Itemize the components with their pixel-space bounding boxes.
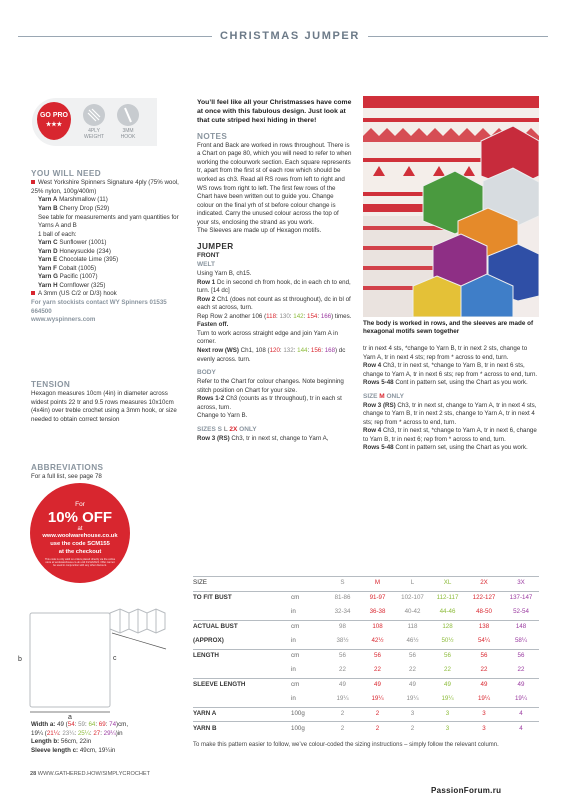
tension-heading: TENSION: [31, 380, 71, 389]
stars: ★★★: [45, 121, 63, 128]
table-cell: 49: [360, 678, 395, 693]
table-header-cell: 3X: [503, 577, 539, 592]
row-label: ACTUAL BUST: [193, 620, 291, 635]
table-header-cell: [291, 577, 325, 592]
table-cell: 19¼: [371, 695, 384, 703]
tension-section: [31, 379, 181, 425]
table-cell: 138: [465, 620, 503, 635]
welt-repeat: Rep Row 2 another 106 (118: 130: 142: 154: 166) times.: [197, 312, 352, 320]
row-label: [193, 693, 291, 708]
label-b: b: [18, 656, 22, 663]
watermark: PassionForum.ru: [431, 786, 502, 795]
notes-sleeves: The Sleeves are made up of Hexagon motifs.: [197, 227, 322, 235]
row-unit: in: [291, 666, 296, 674]
schematic-body: [30, 613, 110, 707]
table-cell: 19¼: [406, 695, 419, 703]
stockists: For yarn stockists contact WY Spinners 01535 664500: [31, 298, 167, 315]
abbreviations-heading: ABBREVIATIONS: [31, 463, 104, 472]
table-cell: 2: [360, 707, 395, 722]
footer-url[interactable]: WWW.GATHERED.HOW/SIMPLYCROCHET: [37, 771, 151, 777]
page-title: CHRISTMAS JUMPER: [212, 29, 368, 43]
table-header-cell: XL: [430, 577, 465, 592]
table-header-row: [193, 577, 539, 592]
width-a: Width a: 49 (54: 59: 64: 69: 74)cm,: [31, 721, 129, 728]
table-cell: 56: [503, 649, 539, 664]
label-a: a: [68, 714, 72, 721]
body-rows-1-2: Rows 1-2 Ch3 (counts as tr throughout), tr in each st across, turn.: [197, 395, 342, 411]
body-change: Change to Yarn B.: [197, 412, 248, 420]
page-footer: [30, 771, 150, 779]
turn-to-work: Turn to work across straight edge and join Yarn A in corner.: [197, 329, 338, 346]
table-cell: 102-107: [395, 591, 430, 606]
jumper-heading: JUMPER: [197, 241, 234, 251]
ad-percent: 10% OFF: [47, 508, 113, 526]
body-heading: BODY: [197, 369, 216, 377]
table-cell: 3: [430, 722, 465, 737]
notes-heading: NOTES: [197, 131, 228, 141]
ad-code-2: at the checkout: [58, 549, 102, 556]
row-label: YARN A: [193, 707, 291, 722]
table-cell: 122-127: [465, 591, 503, 606]
table-cell: 48-50: [476, 608, 492, 616]
yarn-intro: West Yorkshire Spinners Signature 4ply (75% wool, 25% nylon, 100g/400m): [31, 179, 179, 195]
table-cell: 36-38: [369, 608, 386, 616]
table-cell: 98: [325, 620, 360, 635]
table-body: [193, 591, 539, 736]
table-cell: 128: [430, 620, 465, 635]
photo-caption: The body is worked in rows, and the sleeves are made of hexagonal motifs sewn together: [363, 320, 534, 336]
yarn-c: Yarn C Sunflower (1001): [38, 239, 107, 247]
discount-ad[interactable]: [30, 483, 130, 583]
yarn-weight-label: 4PLY WEIGHT: [84, 128, 104, 140]
label-c: c: [113, 655, 117, 662]
stockists-web[interactable]: www.wyspinners.com: [31, 316, 96, 324]
table-cell: 56: [325, 649, 360, 664]
table-cell: 56: [465, 649, 503, 664]
table-cell: 108: [360, 620, 395, 635]
table-cell: 44-46: [439, 608, 456, 616]
row-unit: cm: [291, 591, 325, 606]
row-unit: 100g: [291, 707, 325, 722]
table-row: [193, 678, 539, 693]
go-pro-label: GO PRO: [39, 112, 68, 119]
yarn-weight-icon: [83, 104, 105, 126]
middle-column: [197, 98, 352, 443]
right-column: [363, 345, 541, 453]
table-cell: 54¼: [477, 637, 491, 645]
row-4: Row 4 Ch3, tr in next st, *change to Yarn B, tr in next 6 sts, change to Yarn A, tr in next 6 sts; rep from * across to end, turn.: [363, 362, 538, 378]
next-row: Next row (WS) Ch1, 108 (120: 132: 144: 156: 168) dc evenly across. turn.: [197, 347, 346, 363]
table-cell: 22: [444, 666, 451, 674]
size-m-heading: SIZE M ONLY: [363, 392, 404, 400]
row-label: SLEEVE LENGTH: [193, 678, 291, 693]
table-row: [193, 591, 539, 606]
table-cell: 49: [503, 678, 539, 693]
body-refer: Refer to the Chart for colour changes. Note beginning stitch position on Chart for your size.: [197, 378, 344, 394]
schematic-measurements: [31, 721, 181, 755]
hook-label: 3MM HOOK: [120, 128, 136, 140]
ad-fine-print: This code is only valid on orders placed directly via the online store at woolwarehouse.co.uk until 31/12/2024. Offer cannot be used in conjunction with any other discount.: [44, 558, 116, 568]
table-cell: 56: [430, 649, 465, 664]
m-row-4: Row 4 Ch3, tr in next st, *change to Yarn A, tr in next 6, change to Yarn B, tr in next 6; rep from * across to end, turn.: [363, 427, 537, 443]
row-3-continued: tr in next 4 sts, *change to Yarn B, tr in next 2 sts, change to Yarn A, tr in next 4 sts; rep from * across to end, turn.: [363, 345, 528, 361]
sizes-s-l-2x-heading: SIZES S L 2X ONLY: [197, 425, 257, 433]
table-cell: 22: [480, 666, 488, 674]
table-cell: 3: [465, 707, 503, 722]
tension-text: Hexagon measures 10cm (4in) in diameter across widest points 22 tr and 9.5 rows measures 10x10cm (4x4in) over treble crochet using a 3mm hook, or size needed to obtain correct tension: [31, 390, 177, 423]
hook-item: A 3mm (US C/2 or D/3) hook: [31, 290, 181, 299]
table-row: [193, 693, 539, 708]
table-row: [193, 635, 539, 650]
abbreviations-section: [31, 462, 181, 482]
front-heading: FRONT: [197, 252, 220, 260]
yarn-h: Yarn H Cornflower (325): [38, 281, 106, 289]
table-cell: 22: [517, 666, 525, 674]
ad-url[interactable]: www.woolwarehouse.co.uk: [42, 533, 118, 540]
table-cell: 58¼: [514, 637, 528, 645]
table-cell: 3: [395, 707, 430, 722]
ad-code-1: use the code SCM155: [50, 541, 110, 548]
yarn-g: Yarn G Pacific (1007): [38, 273, 98, 281]
table-cell: 56: [360, 649, 395, 664]
row-unit: cm: [291, 649, 325, 664]
jumper-photo: [363, 96, 539, 317]
table-cell: 50½: [441, 637, 454, 645]
notes-text: Front and Back are worked in rows throughout. There is a Chart on page 80, which you will need to refer to when working the colourwork section. Each square represents tr, apart from the first st of each row which should be worked as ch3. Read all RS rows from left to right and WS rows from right to left. The first few rows of the Chart have been written out to guide you. Change colour on the final yrh of st before colour change is indicated. Carry the unused colour across the top of your sts, enclosing the strand as you work.: [197, 141, 352, 226]
size-table: [193, 576, 539, 736]
row-label: TO FIT BUST: [193, 591, 291, 606]
ad-for: For: [75, 501, 85, 508]
table-cell: 22: [409, 666, 416, 674]
yarn-d: Yarn D Honeysuckle (234): [38, 247, 111, 255]
row-unit: cm: [291, 678, 325, 693]
table-cell: 42½: [371, 637, 384, 645]
row-unit: in: [291, 608, 296, 616]
row-label: LENGTH: [193, 649, 291, 664]
table-header-cell: L: [395, 577, 430, 592]
page-number: 28: [30, 771, 37, 777]
table-row: [193, 606, 539, 621]
abbreviations-text: For a full list, see page 78: [31, 473, 102, 481]
table-cell: 137-147: [503, 591, 539, 606]
table-cell: 2: [395, 722, 430, 737]
table-cell: 3: [465, 722, 503, 737]
rows-5-48: Rows 5-48 Cont in pattern set, using the Chart as you work.: [363, 379, 528, 387]
table-cell: 22: [374, 666, 381, 674]
table-row: [193, 722, 539, 737]
yarn-e: Yarn E Chocolate Lime (395): [38, 256, 119, 264]
welt-row-2: Row 2 Ch1 (does not count as st throughout), dc in bl of each st across, turn.: [197, 295, 351, 312]
width-a-inches: 19¼ (21¼: 23¼: 25¼: 27: 29¼)in: [31, 729, 123, 737]
table-cell: 112-117: [430, 591, 465, 606]
length-b: Length b: 56cm, 22in: [31, 738, 92, 746]
row-label: (APPROX): [193, 637, 224, 645]
sleeve-length-c: Sleeve length c: 49cm, 19¼in: [31, 746, 116, 754]
table-header-cell: 2X: [465, 577, 503, 592]
ad-at: at: [77, 525, 83, 532]
table-header-cell: SIZE: [193, 577, 291, 592]
table-cell: 49: [465, 678, 503, 693]
row-label: [193, 664, 291, 679]
table-cell: 4: [503, 722, 539, 737]
welt-using: Using Yarn B, ch15.: [197, 270, 252, 278]
row-unit: in: [291, 695, 296, 703]
table-row: [193, 664, 539, 679]
table-cell: 148: [503, 620, 539, 635]
welt-heading: WELT: [197, 261, 215, 269]
you-will-need-section: [31, 168, 181, 325]
yarn-b: Yarn B Cherry Drop (529): [38, 204, 110, 212]
row-label: [193, 606, 291, 621]
row-unit: cm: [291, 620, 325, 635]
body-row-3: Row 3 (RS) Ch3, tr in next st, change to Yarn A,: [197, 434, 329, 442]
table-cell: 56: [395, 649, 430, 664]
table-cell: 22: [339, 666, 346, 674]
table-note: To make this pattern easier to follow, we’ve colour-coded the sizing instructions – simply follow the relevant column.: [193, 742, 499, 748]
table-cell: 3: [430, 707, 465, 722]
table-cell: 40-42: [404, 608, 421, 616]
one-ball-each: 1 ball of each:: [38, 230, 77, 238]
row-unit: in: [291, 637, 296, 645]
table-cell: 49: [395, 678, 430, 693]
table-cell: 19¼: [514, 695, 528, 703]
table-cell: 46½: [406, 637, 419, 645]
intro-text: You’ll feel like all your Christmasses have come at once with this fabulous design. Just look at that cute striped hexi hiding in there!: [197, 99, 352, 125]
row-label: YARN B: [193, 722, 291, 737]
welt-row-1: Row 1 Dc in second ch from hook, dc in each ch to end, turn. [14 dc]: [197, 278, 351, 295]
table-header-cell: S: [325, 577, 360, 592]
table-cell: 19¼: [336, 695, 349, 703]
row-unit: 100g: [291, 722, 325, 737]
yarn-f: Yarn F Cobalt (1005): [38, 264, 97, 272]
table-row: [193, 620, 539, 635]
table-row: [193, 649, 539, 664]
see-table-note: See table for measurements and yarn quantities for Yarns A and B: [38, 213, 179, 230]
table-cell: 81-86: [325, 591, 360, 606]
table-cell: 19¼: [441, 695, 454, 703]
table-cell: 49: [430, 678, 465, 693]
table-cell: 49: [325, 678, 360, 693]
you-will-need-heading: YOU WILL NEED: [31, 169, 102, 178]
table-cell: 4: [503, 707, 539, 722]
table-cell: 19¼: [477, 695, 491, 703]
yarn-a: Yarn A Marshmallow (11): [38, 196, 108, 204]
table-cell: 32-34: [334, 608, 351, 616]
table-header-cell: M: [360, 577, 395, 592]
table-cell: 2: [360, 722, 395, 737]
table-cell: 38½: [336, 637, 349, 645]
sweater-schematic: [28, 599, 178, 719]
m-rows-5-48: Rows 5-48 Cont in pattern set, using the Chart as you work.: [363, 444, 528, 452]
table-cell: 2: [325, 722, 360, 737]
table-cell: 91-97: [360, 591, 395, 606]
m-row-3: Row 3 (RS) Ch3, tr in next st, change to Yarn A, tr in next 4 sts, change to Yarn B, tr in next 2 sts, change to Yarn A, tr in next 4 sts; rep from * across to end, turn.: [363, 401, 537, 426]
hook-icon: [117, 104, 139, 126]
table-row: [193, 707, 539, 722]
table-cell: 118: [395, 620, 430, 635]
table-cell: 52-54: [513, 608, 529, 616]
table-cell: 2: [325, 707, 360, 722]
fasten-off: Fasten off.: [197, 321, 229, 329]
